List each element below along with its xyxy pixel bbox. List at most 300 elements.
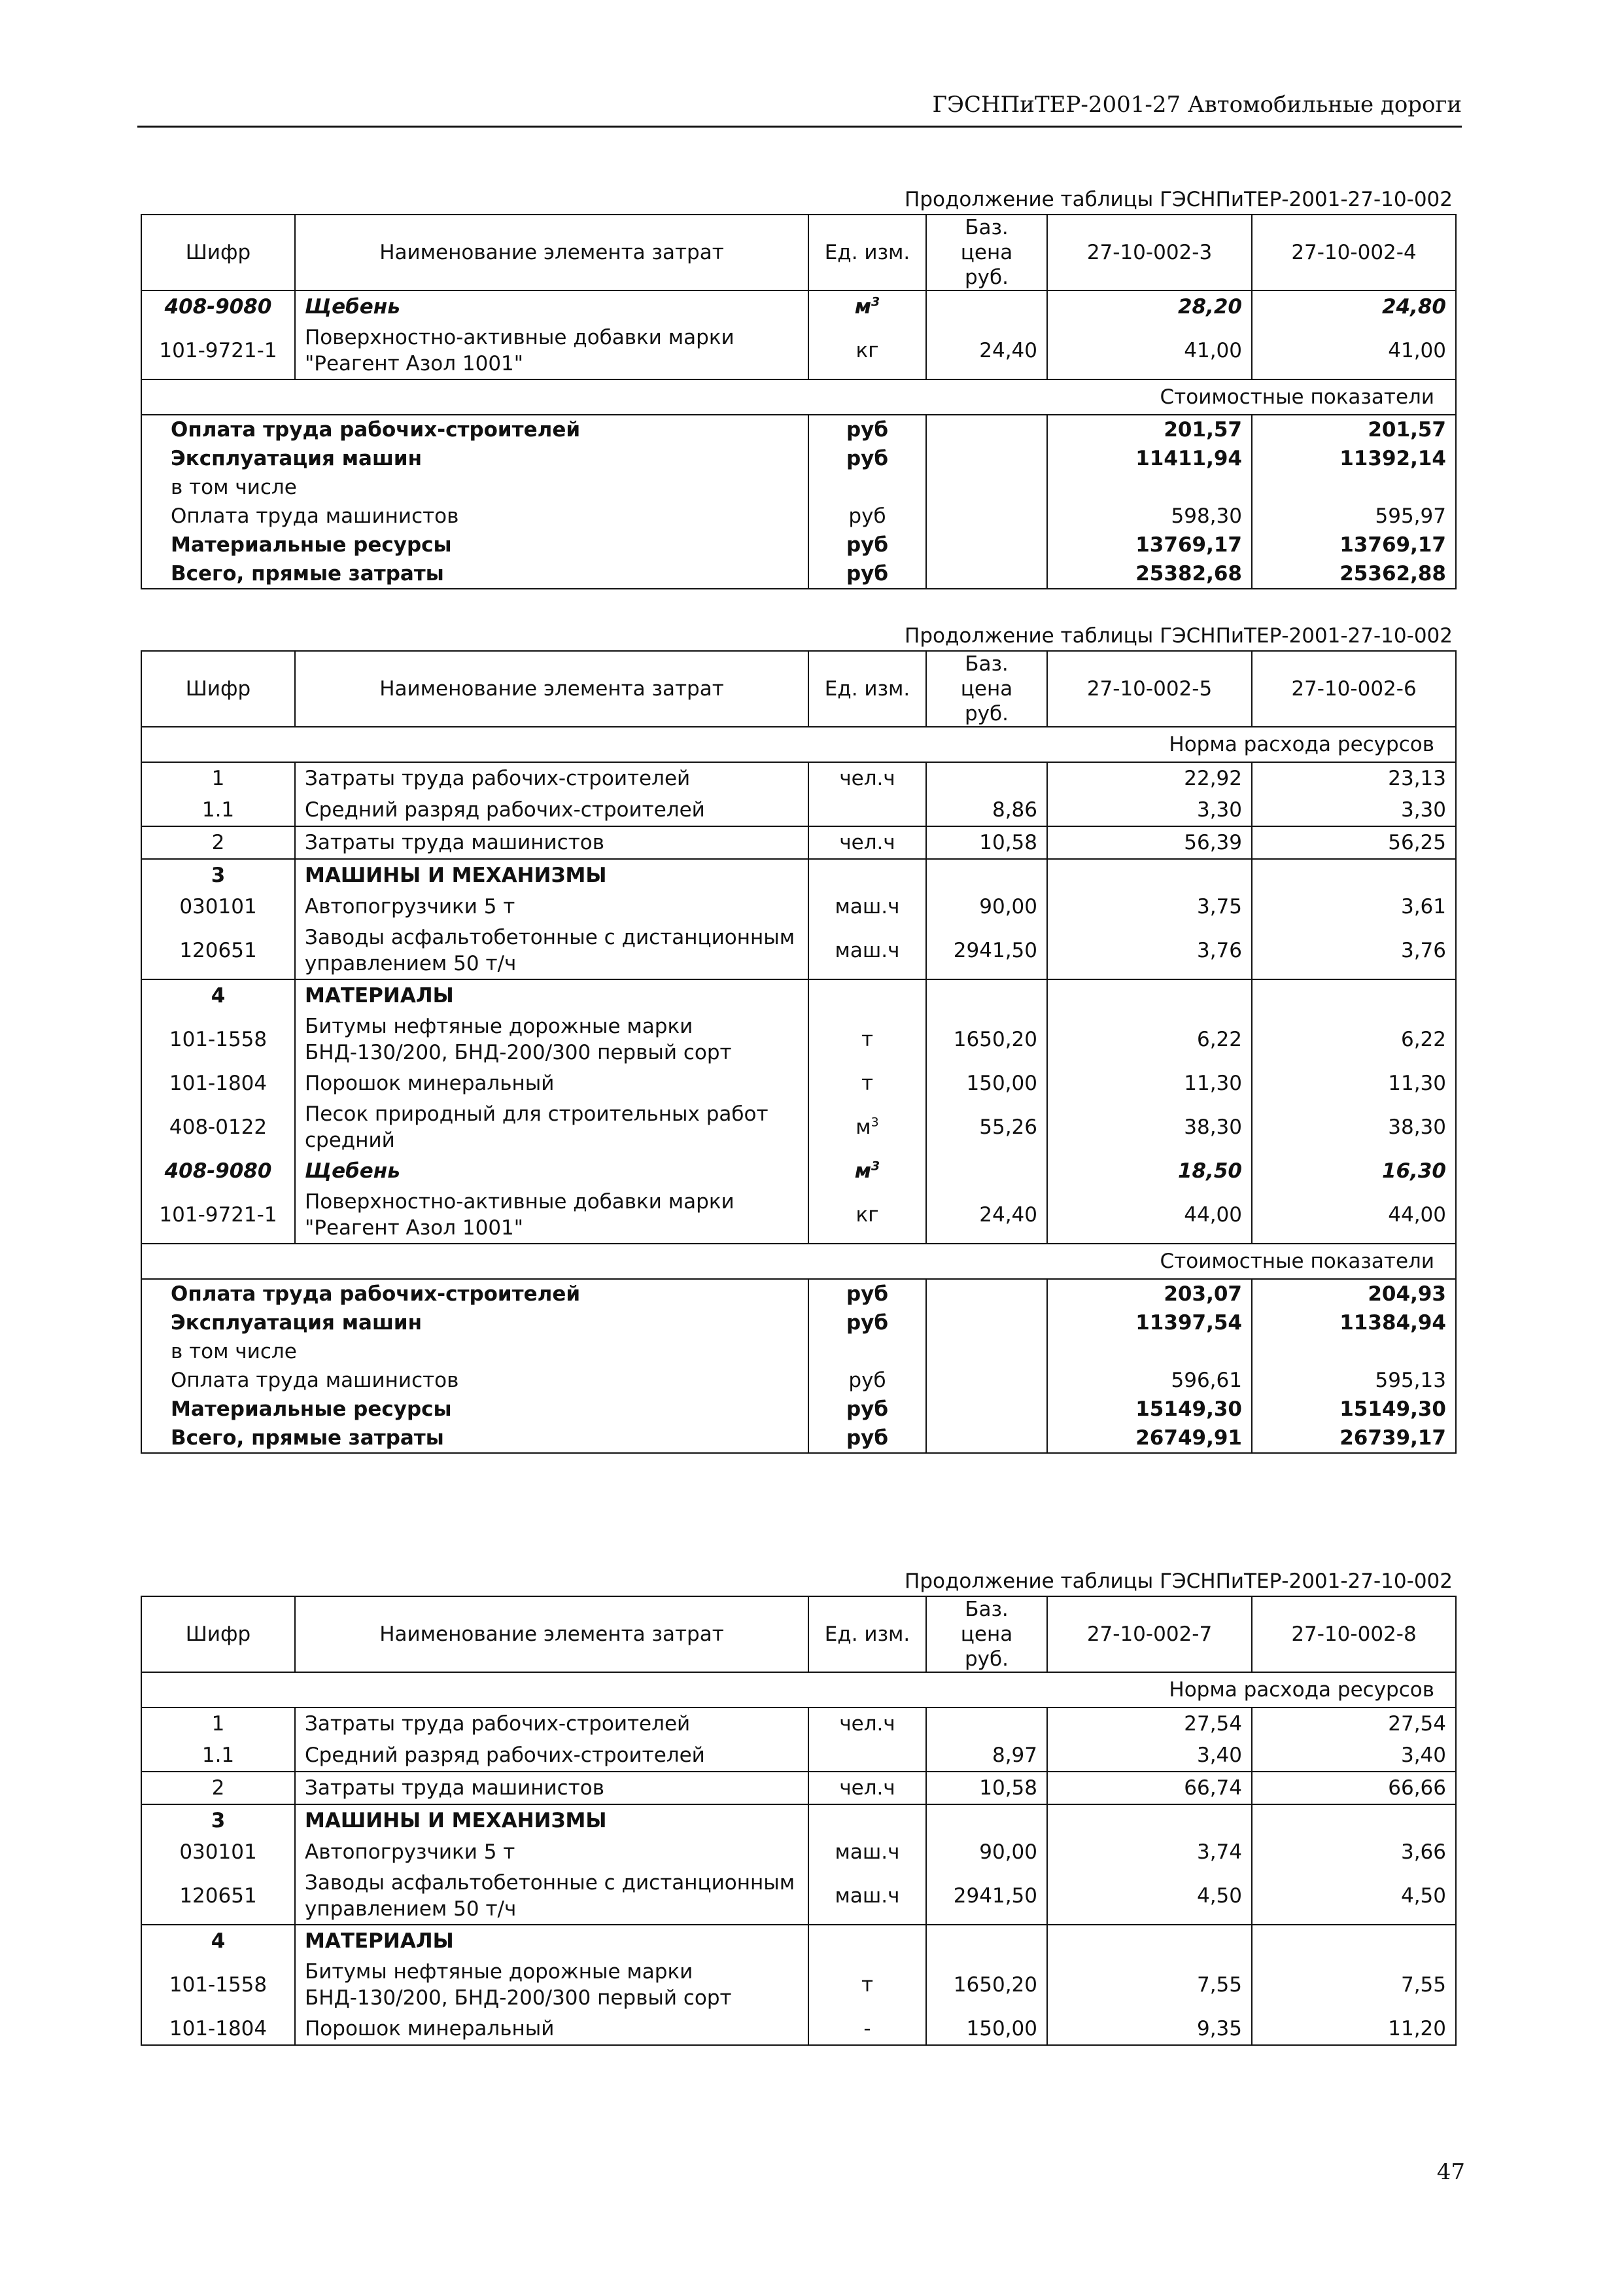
- base-price: [926, 290, 1047, 323]
- resource-unit: маш.ч: [835, 1840, 900, 1864]
- norm-variant-b: 23,13: [1252, 762, 1456, 794]
- resource-unit: маш.ч: [835, 895, 900, 919]
- resource-unit: м: [854, 1159, 872, 1183]
- column-header-base-price: [926, 215, 1047, 290]
- resource-name-cell: [295, 2013, 808, 2045]
- norm-variant-a: 6,22: [1047, 1011, 1252, 1068]
- table-section-2: [141, 622, 1455, 1454]
- resource-unit-cell: [808, 1957, 926, 2013]
- resource-unit: м: [854, 295, 872, 319]
- norm-variant-a: 3,74: [1047, 1836, 1252, 1868]
- norm-variant-a: 27,54: [1047, 1708, 1252, 1740]
- cost-name: Материальные ресурсы: [171, 533, 452, 557]
- norm-variant-a: 28,20: [1047, 290, 1252, 323]
- cost-name: Эксплуатация машин: [171, 447, 423, 470]
- cost-name: Оплата труда машинистов: [171, 1369, 459, 1392]
- resource-name: Затраты труда рабочих-строителей: [305, 767, 691, 790]
- base-price: 2941,50: [926, 922, 1047, 979]
- resource-unit-cell: [808, 1804, 926, 1836]
- resource-unit-cell: [808, 1011, 926, 1068]
- resource-name: МАШИНЫ И МЕХАНИЗМЫ: [305, 1809, 607, 1832]
- resource-code: 1: [141, 762, 295, 794]
- resource-name: Щебень: [305, 295, 400, 319]
- resource-name: Песок природный для строительных работ: [305, 1102, 769, 1126]
- resource-name: Поверхностно-активные добавки марки: [305, 1190, 734, 1214]
- resource-name-cell: [295, 1836, 808, 1868]
- norm-variant-a: 4,50: [1047, 1868, 1252, 1925]
- cost-price-empty: [926, 1395, 1047, 1424]
- base-price: [926, 1925, 1047, 1957]
- resource-row: [141, 859, 1456, 891]
- resource-name-cell: [295, 794, 808, 826]
- resource-unit: т: [861, 1028, 874, 1051]
- resource-table: [141, 650, 1457, 1454]
- resource-unit-cell: [808, 1772, 926, 1804]
- base-price: 90,00: [926, 891, 1047, 922]
- base-price-line-1: Баз. цена: [960, 652, 1013, 701]
- cost-variant-b: 595,13: [1252, 1366, 1456, 1395]
- resource-code: 3: [141, 1804, 295, 1836]
- running-header: ГЭСНПиТЕР-2001-27 Автомобильные дороги: [932, 92, 1462, 118]
- cost-variant-a: 13769,17: [1047, 531, 1252, 559]
- resource-row: [141, 1772, 1456, 1804]
- resource-unit-cell: [808, 1708, 926, 1740]
- resource-row: [141, 762, 1456, 794]
- resource-name-cell: [295, 1868, 808, 1925]
- resource-row: [141, 2013, 1456, 2045]
- norm-variant-a: 11,30: [1047, 1068, 1252, 1099]
- cost-unit: руб: [808, 559, 926, 589]
- resource-code: 4: [141, 1925, 295, 1957]
- cost-name: Материальные ресурсы: [171, 1397, 452, 1421]
- resource-row: [141, 1868, 1456, 1925]
- resource-name: Автопогрузчики 5 т: [305, 1840, 515, 1864]
- resource-name-cell: [295, 1011, 808, 1068]
- cost-row: [141, 1337, 1456, 1366]
- resource-name: Битумы нефтяные дорожные марки: [305, 1960, 693, 1984]
- norm-variant-b: 16,30: [1252, 1155, 1456, 1187]
- resource-code: 1.1: [201, 1743, 235, 1767]
- resource-table: [141, 1596, 1457, 2046]
- resource-unit: маш.ч: [835, 1884, 900, 1908]
- resource-row: [141, 1099, 1456, 1155]
- resource-name: Средний разряд рабочих-строителей: [305, 798, 705, 822]
- norm-variant-b: [1252, 1804, 1456, 1836]
- cost-variant-b: [1252, 473, 1456, 502]
- base-price: 55,26: [926, 1099, 1047, 1155]
- resource-code: 101-1804: [169, 1072, 268, 1095]
- norm-variant-b: 27,54: [1252, 1708, 1456, 1740]
- table-continuation-title: Продолжение таблицы ГЭСНПиТЕР-2001-27-10-002: [905, 188, 1453, 211]
- resource-name-cell: [295, 1925, 808, 1957]
- resource-name: Щебень: [305, 1159, 400, 1183]
- cost-variant-a: 25382,68: [1047, 559, 1252, 589]
- base-price: [926, 1804, 1047, 1836]
- resource-unit-cell: [808, 922, 926, 979]
- cost-row: [141, 1279, 1456, 1308]
- norm-variant-b: 56,25: [1252, 826, 1456, 859]
- norm-variant-b: [1252, 1925, 1456, 1957]
- resource-code: 1: [141, 1708, 295, 1740]
- cost-row: [141, 1424, 1456, 1453]
- header-row: [141, 651, 1456, 727]
- table-body: [141, 727, 1456, 1453]
- resource-name: Автопогрузчики 5 т: [305, 895, 515, 919]
- cost-variant-b: 11384,94: [1252, 1308, 1456, 1337]
- norm-variant-b: 3,30: [1252, 794, 1456, 826]
- resource-name: Заводы асфальтобетонные с дистанционным: [305, 926, 795, 949]
- cost-price-empty: [926, 444, 1047, 473]
- column-header-variant-a: 27-10-002-3: [1047, 215, 1252, 290]
- cost-row: [141, 559, 1456, 589]
- resource-unit-cell: [808, 1187, 926, 1244]
- norms-label: Норма расхода ресурсов: [141, 727, 1456, 762]
- norm-variant-a: 9,35: [1047, 2013, 1252, 2045]
- cost-name: в том числе: [171, 1340, 297, 1363]
- resource-name-cell: [295, 323, 808, 379]
- base-price: [926, 1155, 1047, 1187]
- table-body: [141, 290, 1456, 589]
- cost-row: [141, 1366, 1456, 1395]
- resource-code: 101-9721-1: [159, 339, 277, 362]
- resource-name-line-2: БНД-130/200, БНД-200/300 первый сорт: [305, 1041, 732, 1064]
- norm-variant-a: 44,00: [1047, 1187, 1252, 1244]
- resource-name: Затраты труда машинистов: [305, 831, 605, 854]
- resource-name: МАТЕРИАЛЫ: [305, 984, 454, 1007]
- cost-variant-b: 595,97: [1252, 502, 1456, 531]
- table-section-1: [141, 185, 1455, 589]
- resource-name-cell: [295, 762, 808, 794]
- base-price: 24,40: [926, 323, 1047, 379]
- resource-unit-cell: [808, 794, 926, 826]
- resource-row: [141, 1836, 1456, 1868]
- cost-price-empty: [926, 473, 1047, 502]
- resource-unit: кг: [855, 339, 879, 362]
- norm-variant-a: 66,74: [1047, 1772, 1252, 1804]
- resource-unit-cell: [808, 290, 926, 323]
- resource-name: Средний разряд рабочих-строителей: [305, 1743, 705, 1767]
- resource-name-line-2: управлением 50 т/ч: [305, 1897, 517, 1921]
- cost-name: Всего, прямые затраты: [171, 1426, 444, 1450]
- cost-variant-b: 201,57: [1252, 415, 1456, 444]
- resource-code: 2: [141, 1772, 295, 1804]
- resource-unit-cell: [808, 323, 926, 379]
- column-header-unit: Ед. изм.: [808, 1596, 926, 1672]
- resource-name-cell: [295, 290, 808, 323]
- resource-name-line-2: управлением 50 т/ч: [305, 952, 517, 975]
- base-price: 1650,20: [926, 1011, 1047, 1068]
- table-continuation-title: Продолжение таблицы ГЭСНПиТЕР-2001-27-10-002: [905, 624, 1453, 648]
- costs-label-row: [141, 379, 1456, 415]
- resource-row: [141, 1155, 1456, 1187]
- resource-name-cell: [295, 1957, 808, 2013]
- table-section-3: [141, 1567, 1455, 2046]
- resource-unit-cell: [808, 1836, 926, 1868]
- table-header: [141, 651, 1456, 727]
- table-header: [141, 215, 1456, 290]
- resource-unit-cell: [808, 1155, 926, 1187]
- resource-code: 101-1558: [169, 1973, 268, 1997]
- base-price: 1650,20: [926, 1957, 1047, 2013]
- cost-unit: [808, 473, 926, 502]
- resource-unit: чел.ч: [839, 1712, 895, 1736]
- cost-unit: руб: [808, 444, 926, 473]
- base-price-line-2: руб.: [965, 702, 1009, 726]
- norm-variant-b: 24,80: [1252, 290, 1456, 323]
- norm-variant-a: 3,75: [1047, 891, 1252, 922]
- resource-name-cell: [295, 1068, 808, 1099]
- norm-variant-a: 56,39: [1047, 826, 1252, 859]
- cost-unit: руб: [808, 502, 926, 531]
- column-header-unit: Ед. изм.: [808, 215, 926, 290]
- resource-row: [141, 979, 1456, 1011]
- resource-name: Затраты труда машинистов: [305, 1776, 605, 1800]
- resource-name-cell: [295, 826, 808, 859]
- cost-variant-a: 596,61: [1047, 1366, 1252, 1395]
- norm-variant-b: 44,00: [1252, 1187, 1456, 1244]
- page-number: 47: [1436, 2159, 1465, 2185]
- norm-variant-a: 18,50: [1047, 1155, 1252, 1187]
- resource-row: [141, 1804, 1456, 1836]
- resource-unit-cell: [808, 1868, 926, 1925]
- resource-row: [141, 1925, 1456, 1957]
- resource-row: [141, 826, 1456, 859]
- resource-row: [141, 922, 1456, 979]
- norm-variant-a: [1047, 859, 1252, 891]
- cost-variant-a: [1047, 1337, 1252, 1366]
- resource-unit: т: [861, 1072, 874, 1095]
- resource-row: [141, 891, 1456, 922]
- resource-row: [141, 794, 1456, 826]
- resource-code: 408-0122: [169, 1115, 268, 1139]
- resource-code: 408-9080: [164, 1159, 272, 1183]
- resource-unit-cell: [808, 1068, 926, 1099]
- cost-variant-a: 201,57: [1047, 415, 1252, 444]
- column-header-code: Шифр: [141, 215, 295, 290]
- cost-variant-a: [1047, 473, 1252, 502]
- resource-name-cell: [295, 1708, 808, 1740]
- cost-price-empty: [926, 559, 1047, 589]
- resource-name: МАШИНЫ И МЕХАНИЗМЫ: [305, 864, 607, 887]
- cost-row: [141, 473, 1456, 502]
- resource-code: 030101: [179, 1840, 257, 1864]
- resource-unit-cell: [808, 2013, 926, 2045]
- base-price: 90,00: [926, 1836, 1047, 1868]
- header-rule: [137, 126, 1462, 128]
- resource-unit-exponent: 3: [871, 1159, 880, 1174]
- cost-name: Всего, прямые затраты: [171, 562, 444, 586]
- resource-unit: чел.ч: [839, 1776, 895, 1800]
- column-header-code: Шифр: [141, 1596, 295, 1672]
- norm-variant-b: 11,30: [1252, 1068, 1456, 1099]
- norm-variant-a: 41,00: [1047, 323, 1252, 379]
- resource-code: 2: [141, 826, 295, 859]
- cost-variant-a: 11411,94: [1047, 444, 1252, 473]
- norm-variant-b: 3,66: [1252, 1836, 1456, 1868]
- column-header-code: Шифр: [141, 651, 295, 727]
- resource-name: МАТЕРИАЛЫ: [305, 1929, 454, 1953]
- column-header-variant-a: 27-10-002-5: [1047, 651, 1252, 727]
- resource-name-cell: [295, 1099, 808, 1155]
- cost-price-empty: [926, 1279, 1047, 1308]
- resource-unit: -: [863, 2017, 871, 2041]
- cost-unit: руб: [808, 415, 926, 444]
- cost-row: [141, 531, 1456, 559]
- norm-variant-a: 3,40: [1047, 1740, 1252, 1772]
- column-header-unit: Ед. изм.: [808, 651, 926, 727]
- base-price: [926, 1708, 1047, 1740]
- cost-name: Оплата труда рабочих-строителей: [141, 415, 808, 444]
- cost-price-empty: [926, 415, 1047, 444]
- cost-variant-b: 11392,14: [1252, 444, 1456, 473]
- cost-variant-a: 11397,54: [1047, 1308, 1252, 1337]
- norm-variant-b: 11,20: [1252, 2013, 1456, 2045]
- resource-code: 101-1804: [169, 2017, 268, 2041]
- cost-variant-a: 26749,91: [1047, 1424, 1252, 1453]
- resource-unit-cell: [808, 826, 926, 859]
- resource-unit-cell: [808, 1925, 926, 1957]
- norm-variant-b: 41,00: [1252, 323, 1456, 379]
- base-price-line-1: Баз. цена: [960, 216, 1013, 264]
- norm-variant-b: 7,55: [1252, 1957, 1456, 2013]
- cost-row: [141, 1308, 1456, 1337]
- cost-price-empty: [926, 502, 1047, 531]
- resource-name-line-2: "Реагент Азол 1001": [305, 352, 524, 376]
- base-price: [926, 762, 1047, 794]
- norm-variant-a: 22,92: [1047, 762, 1252, 794]
- cost-row: [141, 444, 1456, 473]
- resource-unit-cell: [808, 1099, 926, 1155]
- header-row: [141, 215, 1456, 290]
- norm-variant-b: [1252, 859, 1456, 891]
- resource-name-cell: [295, 1740, 808, 1772]
- cost-unit: руб: [808, 1308, 926, 1337]
- cost-variant-b: 13769,17: [1252, 531, 1456, 559]
- resource-unit: маш.ч: [835, 939, 900, 962]
- base-price-line-2: руб.: [965, 1647, 1009, 1671]
- cost-row: [141, 415, 1456, 444]
- header-row: [141, 1596, 1456, 1672]
- costs-label: Стоимостные показатели: [141, 379, 1456, 415]
- resource-code: 1.1: [201, 798, 235, 822]
- costs-label: Стоимостные показатели: [141, 1244, 1456, 1279]
- resource-row: [141, 1068, 1456, 1099]
- base-price: 2941,50: [926, 1868, 1047, 1925]
- cost-row: [141, 1395, 1456, 1424]
- resource-unit: чел.ч: [839, 767, 895, 790]
- resource-name-line-2: "Реагент Азол 1001": [305, 1216, 524, 1240]
- norms-label-row: [141, 1672, 1456, 1708]
- column-header-variant-a: 27-10-002-7: [1047, 1596, 1252, 1672]
- resource-unit: чел.ч: [839, 831, 895, 854]
- column-header-base-price: [926, 651, 1047, 727]
- resource-code: 3: [141, 859, 295, 891]
- cost-price-empty: [926, 1308, 1047, 1337]
- cost-price-empty: [926, 1424, 1047, 1453]
- resource-code: 120651: [179, 1884, 257, 1908]
- table-body: [141, 1672, 1456, 2045]
- resource-name-cell: [295, 979, 808, 1011]
- cost-name: Оплата труда машинистов: [171, 504, 459, 528]
- column-header-variant-b: 27-10-002-8: [1252, 1596, 1456, 1672]
- norms-label-row: [141, 727, 1456, 762]
- costs-label-row: [141, 1244, 1456, 1279]
- resource-code: 4: [141, 979, 295, 1011]
- resource-table: [141, 214, 1457, 589]
- resource-name: Порошок минеральный: [305, 1072, 555, 1095]
- resource-name: Порошок минеральный: [305, 2017, 555, 2041]
- resource-name-cell: [295, 1804, 808, 1836]
- cost-price-empty: [926, 1366, 1047, 1395]
- resource-name-line-2: средний: [305, 1129, 395, 1152]
- resource-code: 101-9721-1: [159, 1203, 277, 1227]
- cost-variant-a: 15149,30: [1047, 1395, 1252, 1424]
- norm-variant-b: 4,50: [1252, 1868, 1456, 1925]
- base-price: 10,58: [926, 1772, 1047, 1804]
- resource-name: Затраты труда рабочих-строителей: [305, 1712, 691, 1736]
- resource-unit-cell: [808, 891, 926, 922]
- norm-variant-b: 3,61: [1252, 891, 1456, 922]
- cost-unit: руб: [808, 531, 926, 559]
- base-price: 8,86: [926, 794, 1047, 826]
- base-price-line-1: Баз. цена: [960, 1598, 1013, 1646]
- column-header-name: Наименование элемента затрат: [295, 651, 808, 727]
- cost-name: в том числе: [171, 476, 297, 499]
- norm-variant-b: 66,66: [1252, 1772, 1456, 1804]
- resource-unit-cell: [808, 979, 926, 1011]
- cost-variant-b: 26739,17: [1252, 1424, 1456, 1453]
- resource-code: 120651: [179, 939, 257, 962]
- cost-unit: [808, 1337, 926, 1366]
- norm-variant-b: 3,76: [1252, 922, 1456, 979]
- resource-row: [141, 323, 1456, 379]
- resource-code: 408-9080: [141, 290, 295, 323]
- resource-name: Битумы нефтяные дорожные марки: [305, 1015, 693, 1038]
- resource-code: 030101: [179, 895, 257, 919]
- cost-variant-b: 15149,30: [1252, 1395, 1456, 1424]
- cost-variant-a: 203,07: [1047, 1279, 1252, 1308]
- norm-variant-b: [1252, 979, 1456, 1011]
- base-price: 150,00: [926, 2013, 1047, 2045]
- norm-variant-b: 6,22: [1252, 1011, 1456, 1068]
- column-header-base-price: [926, 1596, 1047, 1672]
- resource-name-cell: [295, 891, 808, 922]
- resource-name: Заводы асфальтобетонные с дистанционным: [305, 1871, 795, 1895]
- base-price: 24,40: [926, 1187, 1047, 1244]
- cost-unit: руб: [808, 1424, 926, 1453]
- cost-variant-a: 598,30: [1047, 502, 1252, 531]
- resource-unit: т: [861, 1973, 874, 1997]
- column-header-variant-b: 27-10-002-4: [1252, 215, 1456, 290]
- base-price: [926, 979, 1047, 1011]
- resource-name-line-2: БНД-130/200, БНД-200/300 первый сорт: [305, 1986, 732, 2010]
- norm-variant-a: [1047, 1804, 1252, 1836]
- cost-unit: руб: [808, 1279, 926, 1308]
- resource-name-cell: [295, 1155, 808, 1187]
- resource-name-cell: [295, 922, 808, 979]
- column-header-name: Наименование элемента затрат: [295, 1596, 808, 1672]
- norms-label: Норма расхода ресурсов: [141, 1672, 1456, 1708]
- resource-unit-cell: [808, 762, 926, 794]
- resource-row: [141, 290, 1456, 323]
- cost-row: [141, 502, 1456, 531]
- table-header: [141, 1596, 1456, 1672]
- norm-variant-a: 38,30: [1047, 1099, 1252, 1155]
- base-price-line-2: руб.: [965, 266, 1009, 289]
- resource-row: [141, 1708, 1456, 1740]
- cost-variant-b: [1252, 1337, 1456, 1366]
- resource-unit-cell: [808, 859, 926, 891]
